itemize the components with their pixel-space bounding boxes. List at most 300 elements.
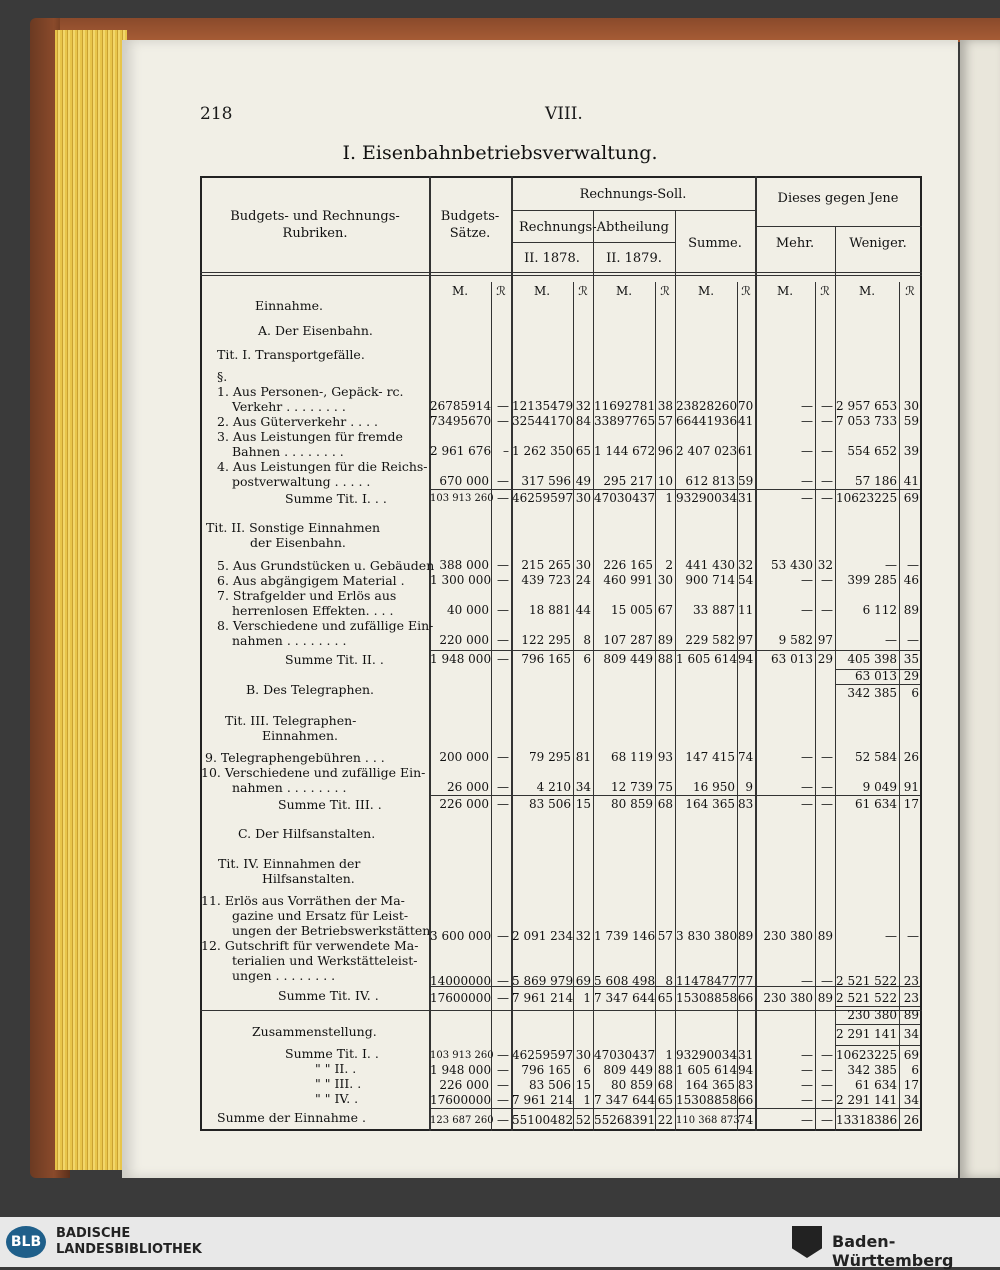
row-label: postverwaltung . . . . . bbox=[232, 474, 371, 489]
amount-cell: 33897765 bbox=[594, 414, 656, 428]
amount-cell: 230 380 bbox=[847, 1008, 897, 1022]
amount-cell: 399 285 bbox=[847, 573, 897, 587]
row-label: 4. Aus Leistungen für die Reichs- bbox=[217, 459, 428, 474]
row-label: Verkehr . . . . . . . . bbox=[232, 399, 346, 414]
amount-cell: 2 291 141 bbox=[836, 1093, 898, 1107]
pf-cell: — bbox=[821, 1063, 833, 1077]
pf-cell: 97 bbox=[817, 633, 833, 647]
pf-cell: — bbox=[497, 474, 509, 488]
amount-cell: 15 005 bbox=[611, 603, 653, 617]
amount-cell: 1 300 000 bbox=[430, 573, 492, 587]
amount-cell: 2 521 522 bbox=[836, 974, 898, 988]
row-label: 3. Aus Leistungen für fremde bbox=[217, 429, 403, 444]
row-label: ungen . . . . . . . . bbox=[232, 968, 336, 983]
amount-cell: 7 053 733 bbox=[836, 414, 898, 428]
grid-hline bbox=[511, 242, 675, 243]
row-label: Einnahme. bbox=[255, 298, 323, 313]
amount-cell: — bbox=[801, 1093, 813, 1107]
amount-cell: 200 000 bbox=[439, 750, 489, 764]
pf-cell: 1 bbox=[665, 491, 673, 505]
pf-cell: 70 bbox=[738, 399, 754, 413]
amount-cell: 342 385 bbox=[847, 1063, 897, 1077]
amount-cell: 1 948 000 bbox=[430, 1063, 492, 1077]
pf-cell: 49 bbox=[575, 474, 591, 488]
col-header-soll: Rechnungs-Soll. bbox=[579, 187, 687, 202]
pf-cell: — bbox=[497, 929, 509, 943]
row-label: A. Der Eisenbahn. bbox=[258, 323, 373, 338]
pf-cell: 41 bbox=[903, 474, 919, 488]
pf-cell: — bbox=[821, 399, 833, 413]
grid-hline bbox=[429, 489, 920, 490]
grid-hline bbox=[429, 650, 920, 651]
amount-cell: — bbox=[885, 929, 897, 943]
blb-logo: BLB bbox=[6, 1226, 46, 1258]
row-label: Summe Tit. IV. . bbox=[278, 988, 379, 1003]
unit-pf: ℛ bbox=[496, 284, 506, 298]
pf-cell: — bbox=[497, 797, 509, 811]
pf-cell: 9 bbox=[745, 780, 753, 794]
amount-cell: 10623225 bbox=[836, 491, 898, 505]
amount-cell: 2 407 023 bbox=[676, 444, 738, 458]
amount-cell: 215 265 bbox=[521, 558, 571, 572]
row-label: der Eisenbahn. bbox=[250, 535, 346, 550]
amount-cell: 2 957 653 bbox=[836, 399, 898, 413]
pf-cell: 89 bbox=[817, 929, 833, 943]
pf-cell: 32 bbox=[817, 558, 833, 572]
pf-cell: 96 bbox=[657, 444, 673, 458]
unit-pf: ℛ bbox=[905, 284, 915, 298]
pf-cell: 34 bbox=[903, 1093, 919, 1107]
amount-cell: 93290034 bbox=[676, 491, 738, 505]
amount-cell: 2 961 676 bbox=[430, 444, 492, 458]
grid-hline bbox=[200, 272, 922, 273]
amount-cell: — bbox=[801, 474, 813, 488]
pf-cell: 74 bbox=[738, 750, 754, 764]
amount-cell: 17600000 bbox=[430, 1093, 492, 1107]
unit-mark: M. bbox=[615, 284, 633, 298]
amount-cell: 164 365 bbox=[685, 1078, 735, 1092]
pf-cell: — bbox=[497, 1048, 509, 1062]
amount-cell: — bbox=[801, 780, 813, 794]
pf-cell: 6 bbox=[911, 686, 919, 700]
pf-cell: 30 bbox=[575, 1048, 591, 1062]
row-label: nahmen . . . . . . . . bbox=[232, 633, 347, 648]
amount-cell: 107 287 bbox=[603, 633, 653, 647]
row-label: 5. Aus Grundstücken u. Gebäuden bbox=[217, 558, 435, 573]
pf-cell: 91 bbox=[903, 780, 919, 794]
row-label: Summe Tit. II. . bbox=[285, 652, 384, 667]
pf-cell: 84 bbox=[575, 414, 591, 428]
pf-cell: 8 bbox=[665, 974, 673, 988]
row-label: Summe der Einnahme . bbox=[217, 1110, 366, 1125]
pf-cell: — bbox=[497, 414, 509, 428]
pf-cell: — bbox=[497, 652, 509, 666]
amount-cell: 147 415 bbox=[685, 750, 735, 764]
row-label: Summe Tit. III. . bbox=[278, 797, 382, 812]
pf-cell: — bbox=[821, 1078, 833, 1092]
amount-cell: 26785914 bbox=[430, 399, 492, 413]
row-label: Summe Tit. I. . bbox=[285, 1046, 379, 1061]
amount-cell: 26 000 bbox=[447, 780, 489, 794]
amount-cell: 1 605 614 bbox=[676, 1063, 738, 1077]
pf-cell: 41 bbox=[738, 414, 754, 428]
row-label: Summe Tit. I. . . bbox=[285, 491, 387, 506]
amount-cell: 122 295 bbox=[521, 633, 571, 647]
pf-cell: 17 bbox=[903, 1078, 919, 1092]
unit-pf: ℛ bbox=[660, 284, 670, 298]
row-label: terialien und Werkstätteleist- bbox=[232, 953, 418, 968]
col-header-rubriken: Budgets- und Rechnungs-Rubriken. bbox=[230, 209, 400, 241]
amount-cell: 23828260 bbox=[676, 399, 738, 413]
pf-cell: 44 bbox=[575, 603, 591, 617]
amount-cell: 342 385 bbox=[847, 686, 897, 700]
amount-cell: 13318386 bbox=[836, 1113, 898, 1127]
amount-cell: 93290034 bbox=[676, 1048, 738, 1062]
page-title: I. Eisenbahnbetriebsverwaltung. bbox=[342, 142, 658, 164]
amount-cell: 7 347 644 bbox=[594, 1093, 656, 1107]
amount-cell: 110 368 873 bbox=[676, 1115, 740, 1126]
col-header-1879: II. 1879. bbox=[606, 251, 662, 266]
pf-cell: 52 bbox=[575, 1113, 591, 1127]
facing-page bbox=[960, 40, 1000, 1178]
amount-cell: 11692781 bbox=[594, 399, 656, 413]
pf-cell: 68 bbox=[657, 797, 673, 811]
amount-cell: 55100482 bbox=[512, 1113, 574, 1127]
unit-pf: ℛ bbox=[820, 284, 830, 298]
pf-cell: 74 bbox=[738, 1113, 754, 1127]
amount-cell: 32544170 bbox=[512, 414, 574, 428]
grid-hline bbox=[429, 795, 920, 796]
amount-cell: 230 380 bbox=[763, 929, 813, 943]
col-header-abtheilung: Rechnungs-Abtheilung bbox=[518, 220, 670, 235]
pf-cell: 77 bbox=[738, 974, 754, 988]
pf-cell: — bbox=[497, 633, 509, 647]
pf-cell: 97 bbox=[738, 633, 754, 647]
amount-cell: — bbox=[801, 750, 813, 764]
pf-cell: 6 bbox=[911, 1063, 919, 1077]
pf-cell: — bbox=[821, 573, 833, 587]
pf-cell: 94 bbox=[738, 1063, 754, 1077]
pf-cell: 69 bbox=[903, 1048, 919, 1062]
amount-cell: 388 000 bbox=[439, 558, 489, 572]
row-label: C. Der Hilfsanstalten. bbox=[238, 826, 376, 841]
pf-cell: — bbox=[821, 1093, 833, 1107]
amount-cell: 1 605 614 bbox=[676, 652, 738, 666]
pf-cell: 66 bbox=[738, 1093, 754, 1107]
row-label: Zusammenstellung. bbox=[252, 1024, 377, 1039]
pf-cell: 57 bbox=[657, 929, 673, 943]
amount-cell: 53 430 bbox=[771, 558, 813, 572]
pf-cell: 32 bbox=[738, 558, 754, 572]
amount-cell: 3 600 000 bbox=[430, 929, 492, 943]
amount-cell: 295 217 bbox=[603, 474, 653, 488]
amount-cell: 612 813 bbox=[685, 474, 735, 488]
pf-cell: 8 bbox=[583, 633, 591, 647]
pf-cell: 39 bbox=[903, 444, 919, 458]
amount-cell: 3 830 380 bbox=[676, 929, 738, 943]
pf-cell: 11 bbox=[738, 603, 754, 617]
amount-cell: 61 634 bbox=[855, 1078, 897, 1092]
row-label: §. bbox=[217, 369, 228, 384]
pf-cell: 2 bbox=[665, 558, 673, 572]
pf-cell: — bbox=[497, 1078, 509, 1092]
col-header-saetze: Budgets-Sätze. bbox=[440, 209, 500, 241]
amount-cell: 40 000 bbox=[447, 603, 489, 617]
amount-cell: 1 262 350 bbox=[512, 444, 574, 458]
pf-cell: 46 bbox=[903, 573, 919, 587]
amount-cell: 460 991 bbox=[603, 573, 653, 587]
pf-cell: — bbox=[497, 991, 509, 1005]
page-number: 218 bbox=[200, 104, 233, 124]
amount-cell: 10623225 bbox=[836, 1048, 898, 1062]
amount-cell: 670 000 bbox=[439, 474, 489, 488]
pf-cell: 69 bbox=[575, 974, 591, 988]
pf-cell: 88 bbox=[657, 652, 673, 666]
pf-cell: 81 bbox=[575, 750, 591, 764]
amount-cell: 17600000 bbox=[430, 991, 492, 1005]
pf-cell: 15 bbox=[575, 1078, 591, 1092]
amount-cell: — bbox=[801, 1113, 813, 1127]
amount-cell: 63 013 bbox=[771, 652, 813, 666]
pf-cell: 94 bbox=[738, 652, 754, 666]
grid-hline bbox=[835, 1006, 920, 1007]
pf-cell: 35 bbox=[903, 652, 919, 666]
pf-cell: — bbox=[497, 603, 509, 617]
amount-cell: 1 948 000 bbox=[430, 652, 492, 666]
amount-cell: 47030437 bbox=[594, 491, 656, 505]
state-name: Baden-Württemberg bbox=[832, 1232, 954, 1270]
row-label: 10. Verschiedene und zufällige Ein- bbox=[201, 765, 426, 780]
amount-cell: — bbox=[885, 633, 897, 647]
amount-cell: 226 000 bbox=[439, 1078, 489, 1092]
col-header-mehr: Mehr. bbox=[775, 236, 815, 251]
amount-cell: 52 584 bbox=[855, 750, 897, 764]
pf-cell: — bbox=[821, 1048, 833, 1062]
amount-cell: 441 430 bbox=[685, 558, 735, 572]
pf-cell: — bbox=[497, 1093, 509, 1107]
row-label: " " III. . bbox=[315, 1076, 362, 1091]
row-label: 11. Erlös aus Vorräthen der Ma- bbox=[201, 893, 405, 908]
unit-pf: ℛ bbox=[741, 284, 751, 298]
col-header-weniger: Weniger. bbox=[849, 236, 907, 251]
amount-cell: 317 596 bbox=[521, 474, 571, 488]
row-label: Bahnen . . . . . . . . bbox=[232, 444, 344, 459]
pf-cell: — bbox=[907, 633, 919, 647]
amount-cell: 809 449 bbox=[603, 1063, 653, 1077]
amount-cell: 46259597 bbox=[512, 491, 574, 505]
row-label: " " II. . bbox=[315, 1061, 357, 1076]
pf-cell: 89 bbox=[817, 991, 833, 1005]
amount-cell: 79 295 bbox=[529, 750, 571, 764]
amount-cell: 2 091 234 bbox=[512, 929, 574, 943]
amount-cell: — bbox=[885, 558, 897, 572]
library-name: BADISCHE LANDESBIBLIOTHEK bbox=[56, 1226, 202, 1257]
amount-cell: 55268391 bbox=[594, 1113, 656, 1127]
amount-cell: — bbox=[801, 491, 813, 505]
row-label: Tit. II. Sonstige Einnahmen bbox=[206, 520, 381, 535]
row-label: Einnahmen. bbox=[262, 728, 339, 743]
col-header-gegen: Dieses gegen Jene bbox=[777, 191, 899, 206]
unit-pf: ℛ bbox=[578, 284, 588, 298]
pf-cell: 1 bbox=[583, 1093, 591, 1107]
amount-cell: 16 950 bbox=[693, 780, 735, 794]
amount-cell: 7 961 214 bbox=[512, 991, 574, 1005]
col-header-1878: II. 1878. bbox=[524, 251, 580, 266]
pf-cell: 31 bbox=[738, 1048, 754, 1062]
pf-cell: 17 bbox=[903, 797, 919, 811]
amount-cell: — bbox=[801, 444, 813, 458]
grid-hline bbox=[755, 226, 922, 227]
unit-mark: M. bbox=[451, 284, 469, 298]
row-label: 7. Strafgelder und Erlös aus bbox=[217, 588, 397, 603]
pf-cell: — bbox=[821, 444, 833, 458]
amount-cell: 7 347 644 bbox=[594, 991, 656, 1005]
pf-cell: 34 bbox=[575, 780, 591, 794]
row-label: " " IV. . bbox=[315, 1091, 359, 1106]
row-label: 1. Aus Personen-, Gepäck- rc. bbox=[217, 384, 404, 399]
row-label: 12. Gutschrift für verwendete Ma- bbox=[201, 938, 419, 953]
pf-cell: 59 bbox=[903, 414, 919, 428]
amount-cell: — bbox=[801, 603, 813, 617]
unit-mark: M. bbox=[697, 284, 715, 298]
footer-bar bbox=[0, 1217, 1000, 1270]
section-number: VIII. bbox=[545, 104, 583, 124]
amount-cell: 12135479 bbox=[512, 399, 574, 413]
pf-cell: 15 bbox=[575, 797, 591, 811]
pf-cell: 26 bbox=[903, 1113, 919, 1127]
amount-cell: 796 165 bbox=[521, 1063, 571, 1077]
pf-cell: 65 bbox=[657, 1093, 673, 1107]
page-edges bbox=[55, 30, 127, 1170]
amount-cell: 220 000 bbox=[439, 633, 489, 647]
pf-cell: — bbox=[497, 974, 509, 988]
row-label: Tit. I. Transportgefälle. bbox=[217, 347, 365, 362]
amount-cell: 103 913 260 bbox=[430, 493, 494, 504]
pf-cell: — bbox=[497, 1113, 509, 1127]
book-cover-top bbox=[60, 18, 1000, 42]
amount-cell: 73495670 bbox=[430, 414, 492, 428]
pf-cell: 29 bbox=[817, 652, 833, 666]
pf-cell: 89 bbox=[903, 1008, 919, 1022]
pf-cell: 88 bbox=[657, 1063, 673, 1077]
amount-cell: 61 634 bbox=[855, 797, 897, 811]
row-label: 6. Aus abgängigem Material . bbox=[217, 573, 405, 588]
amount-cell: — bbox=[801, 1078, 813, 1092]
row-label: 2. Aus Güterverkehr . . . . bbox=[217, 414, 379, 429]
unit-mark: M. bbox=[533, 284, 551, 298]
pf-cell: 30 bbox=[903, 399, 919, 413]
amount-cell: 66441936 bbox=[676, 414, 738, 428]
pf-cell: 69 bbox=[903, 491, 919, 505]
pf-cell: 22 bbox=[657, 1113, 673, 1127]
unit-mark: M. bbox=[776, 284, 794, 298]
amount-cell: 33 887 bbox=[693, 603, 735, 617]
pf-cell: 30 bbox=[575, 491, 591, 505]
amount-cell: 554 652 bbox=[847, 444, 897, 458]
pf-cell: 65 bbox=[657, 991, 673, 1005]
amount-cell: 2 291 141 bbox=[836, 1027, 898, 1041]
amount-cell: 15308858 bbox=[676, 991, 738, 1005]
pf-cell: — bbox=[497, 558, 509, 572]
amount-cell: 1 739 146 bbox=[594, 929, 656, 943]
pf-cell: 31 bbox=[738, 491, 754, 505]
pf-cell: — bbox=[821, 414, 833, 428]
amount-cell: — bbox=[801, 573, 813, 587]
col-header-summe: Summe. bbox=[688, 236, 742, 251]
amount-cell: 439 723 bbox=[521, 573, 571, 587]
pf-cell: 32 bbox=[575, 399, 591, 413]
amount-cell: 18 881 bbox=[529, 603, 571, 617]
pf-cell: 93 bbox=[657, 750, 673, 764]
pf-cell: — bbox=[821, 491, 833, 505]
amount-cell: 2 521 522 bbox=[836, 991, 898, 1005]
pf-cell: 66 bbox=[738, 991, 754, 1005]
pf-cell: 30 bbox=[575, 558, 591, 572]
unit-mark: M. bbox=[858, 284, 876, 298]
pf-cell: 75 bbox=[657, 780, 673, 794]
pf-cell: — bbox=[497, 750, 509, 764]
pf-cell: 26 bbox=[903, 750, 919, 764]
row-label: 9. Telegraphengebühren . . . bbox=[205, 750, 385, 765]
grid-hline bbox=[200, 275, 922, 276]
row-label: B. Des Telegraphen. bbox=[246, 682, 375, 697]
pf-cell: 6 bbox=[583, 1063, 591, 1077]
pf-cell: 6 bbox=[583, 652, 591, 666]
amount-cell: 796 165 bbox=[521, 652, 571, 666]
pf-cell: — bbox=[821, 750, 833, 764]
amount-cell: 123 687 260 bbox=[430, 1115, 494, 1126]
amount-cell: 9 582 bbox=[778, 633, 813, 647]
pf-cell: 59 bbox=[738, 474, 754, 488]
amount-cell: 226 000 bbox=[439, 797, 489, 811]
pf-cell: 83 bbox=[738, 1078, 754, 1092]
row-label: herrenlosen Effekten. . . . bbox=[232, 603, 394, 618]
amount-cell: 11478477 bbox=[676, 974, 738, 988]
amount-cell: 230 380 bbox=[763, 991, 813, 1005]
grid-hline bbox=[835, 1045, 920, 1046]
pf-cell: 83 bbox=[738, 797, 754, 811]
amount-cell: 5 869 979 bbox=[512, 974, 574, 988]
pf-cell: — bbox=[907, 558, 919, 572]
pf-cell: 1 bbox=[665, 1048, 673, 1062]
row-label: ungen der Betriebswerkstätten bbox=[232, 923, 431, 938]
pf-cell: 68 bbox=[657, 1078, 673, 1092]
pf-cell: 65 bbox=[575, 444, 591, 458]
amount-cell: 103 913 260 bbox=[430, 1050, 494, 1061]
pf-cell: 23 bbox=[903, 991, 919, 1005]
pf-cell: 10 bbox=[657, 474, 673, 488]
pf-cell: — bbox=[821, 974, 833, 988]
pf-cell: – bbox=[503, 444, 509, 458]
amount-cell: 1 144 672 bbox=[594, 444, 656, 458]
amount-cell: — bbox=[801, 414, 813, 428]
row-label: Tit. IV. Einnahmen der bbox=[218, 856, 361, 871]
grid-hline bbox=[835, 1024, 920, 1025]
pf-cell: 89 bbox=[903, 603, 919, 617]
amount-cell: — bbox=[801, 1063, 813, 1077]
grid-hline bbox=[835, 684, 920, 685]
amount-cell: 164 365 bbox=[685, 797, 735, 811]
amount-cell: 12 739 bbox=[611, 780, 653, 794]
pf-cell: 38 bbox=[657, 399, 673, 413]
amount-cell: 83 506 bbox=[529, 797, 571, 811]
amount-cell: 63 013 bbox=[855, 669, 897, 683]
row-label: Tit. III. Telegraphen- bbox=[225, 713, 357, 728]
pf-cell: 67 bbox=[657, 603, 673, 617]
row-label: gazine und Ersatz für Leist- bbox=[232, 908, 409, 923]
pf-cell: — bbox=[821, 1113, 833, 1127]
amount-cell: 7 961 214 bbox=[512, 1093, 574, 1107]
